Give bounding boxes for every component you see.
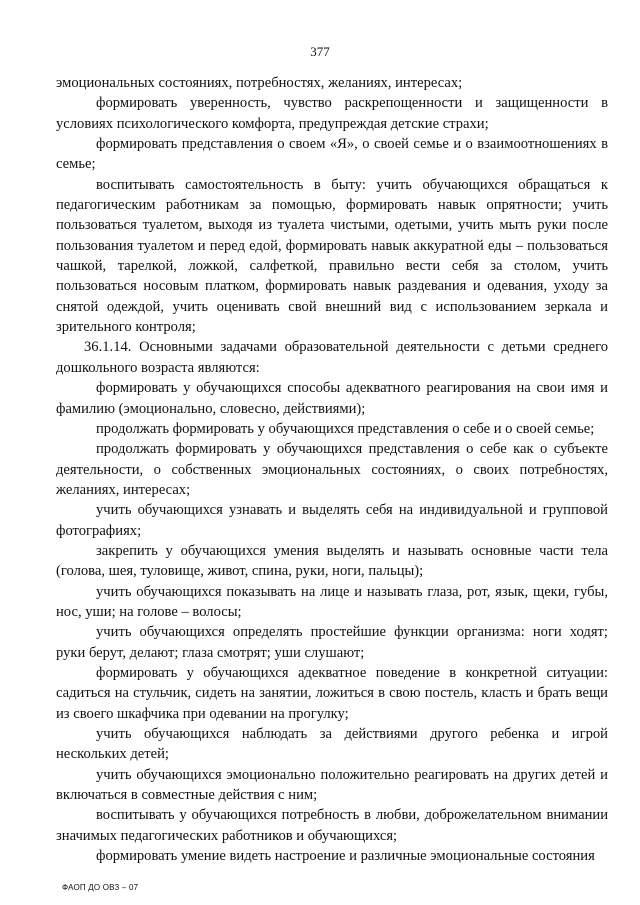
- paragraph: формировать у обучающихся адекватное поведение в конкретной ситуации: садиться на стульчик, сидеть на занятии, ложиться в свою постель, класть и брать вещи из своего шкафчика при одевании на прогулку;: [56, 664, 608, 722]
- paragraph: формировать у обучающихся способы адекватного реагирования на свои имя и фамилию (эмоционально, словесно, действиями);: [56, 380, 608, 417]
- paragraph: формировать умение видеть настроение и различные эмоциональные состояния: [96, 848, 595, 865]
- paragraph: воспитывать самостоятельность в быту: учить обучающихся обращаться к педагогическим работникам за помощью, формировать навык опрятности; учить пользоваться туалетом, выходя из туалета чистыми, одетыми, учить мыть руки после пользования туалетом и перед едой, формировать навык аккуратной еды – пользоваться чашкой, тарелкой, ложкой, салфеткой, правильно вести себя за столом, учить пользоваться носовым платком, формировать навык раздевания и одевания, уходу за снятой одеждой, учить оценивать свой внешний вид с использованием зеркала и зрительного контроля;: [56, 176, 608, 336]
- paragraph: продолжать формировать у обучающихся представления о себе и о своей семье;: [96, 420, 595, 437]
- paragraph: формировать уверенность, чувство раскрепощенности и защищенности в условиях психологического комфорта, предупреждая детские страхи;: [56, 95, 608, 132]
- paragraph: продолжать формировать у обучающихся представления о себе как о субъекте деятельности, о собственных эмоциональных состояниях, о своих потребностях, желаниях, интересах;: [56, 441, 608, 498]
- document-footer: ФАОП ДО ОВЗ – 07: [62, 883, 139, 892]
- paragraph: учить обучающихся узнавать и выделять себя на индивидуальной и групповой фотографиях;: [56, 502, 608, 539]
- paragraph: формировать представления о своем «Я», о своей семье и о взаимоотношениях в семье;: [56, 136, 608, 173]
- paragraph: воспитывать у обучающихся потребность в любви, доброжелательном внимании значимых педагогических работников и обучающихся;: [56, 807, 608, 844]
- page-number: 377: [310, 44, 330, 59]
- paragraph: учить обучающихся наблюдать за действиями другого ребенка и игрой нескольких детей;: [56, 726, 608, 763]
- paragraph: учить обучающихся показывать на лице и называть глаза, рот, язык, щеки, губы, нос, уши; на голове – волосы;: [56, 583, 608, 620]
- section-heading-paragraph: 36.1.14. Основными задачами образовательной деятельности с детьми среднего дошкольного возраста являются:: [56, 339, 608, 376]
- page-content: [56, 73, 608, 866]
- paragraph: учить обучающихся определять простейшие функции организма: ноги ходят; руки берут, делают; глаза смотрят; уши слушают;: [56, 624, 608, 661]
- paragraph: учить обучающихся эмоционально положительно реагировать на других детей и включаться в совместные действия с ним;: [56, 766, 608, 804]
- paragraph: эмоциональных состояниях, потребностях, желаниях, интересах;: [56, 75, 463, 91]
- paragraph: закрепить у обучающихся умения выделять и называть основные части тела (голова, шея, туловище, живот, спина, руки, ноги, пальцы);: [56, 542, 608, 580]
